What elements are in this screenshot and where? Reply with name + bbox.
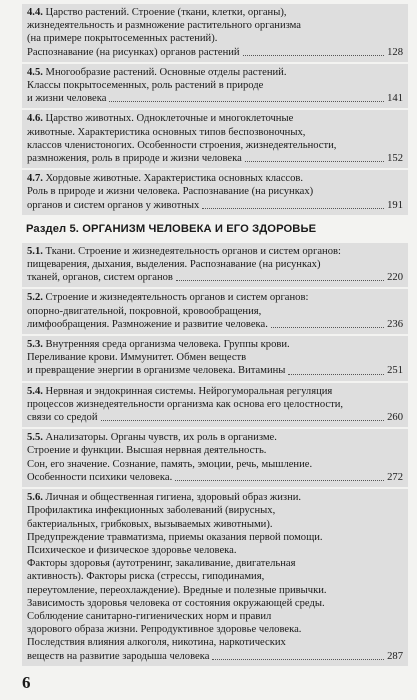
toc-entry-line: [27, 139, 403, 152]
toc-entry-line: [27, 431, 403, 444]
toc-entry-text: Ткани. Строение и жизнедеятельность органов и систем органов:: [45, 245, 341, 257]
toc-entry-text: тканей, органов, систем органов: [27, 272, 173, 284]
toc-entry-text: Роль в природе и жизни человека. Распознавание (на рисунках): [27, 186, 314, 198]
leader-dots: [109, 101, 384, 102]
toc-page-number: 141: [387, 93, 403, 105]
toc-entry-text: связи со средой: [27, 412, 98, 424]
toc-entry-last-line: [27, 46, 403, 59]
toc-entry: [22, 170, 408, 215]
leader-dots: [212, 659, 384, 660]
toc-entry-line: [27, 79, 403, 92]
toc-entry-line: [27, 258, 403, 271]
toc-entry-text: Психическое и физическое здоровье человека.: [27, 544, 237, 556]
toc-entry-text: и жизни человека: [27, 93, 107, 105]
toc-entry-line: [27, 305, 403, 318]
toc-entry-line: [27, 385, 403, 398]
toc-entry-text: Сон, его значение. Сознание, память, эмоции, речь, мышление.: [27, 458, 313, 470]
toc-entry-text: (на примере покрытосеменных растений).: [27, 33, 218, 45]
toc-entry-last-line: [27, 199, 403, 212]
toc-entry-text: Классы покрытосеменных, роль растений в природе: [27, 80, 264, 92]
toc-entry-last-line: [27, 471, 403, 484]
toc-entry-last-line: [27, 318, 403, 331]
toc-entry-last-line: [27, 364, 403, 377]
toc-entry-line: [27, 504, 403, 517]
toc-entry-number: 5.3.: [27, 339, 43, 351]
toc-entry-last-line: [27, 152, 403, 165]
toc-entry-text: органов и систем органов у животных: [27, 199, 200, 211]
toc-entry-line: [27, 623, 403, 636]
toc-entry-text: пищеварения, дыхания, выделения. Распознавание (на рисунках): [27, 259, 321, 271]
leader-dots: [176, 280, 384, 281]
toc-page-number: 272: [387, 471, 403, 483]
toc-entry-last-line: [27, 271, 403, 284]
leader-dots: [288, 374, 384, 375]
leader-dots: [101, 420, 385, 421]
toc-entry: [22, 383, 408, 428]
toc-page-number: 220: [387, 272, 403, 284]
toc-entry-text: Строение и функции. Высшая нервная деятельность.: [27, 445, 267, 457]
toc-entry-text: активность). Факторы риска (стрессы, гиподинамия,: [27, 571, 265, 583]
toc-entry-number: 4.5.: [27, 66, 43, 78]
toc-entry-line: [27, 610, 403, 623]
toc-entry-text: Соблюдение санитарно-гигиенических норм и правил: [27, 610, 272, 622]
toc-page-number: 260: [387, 412, 403, 424]
toc-entry: [22, 110, 408, 168]
toc-entry-line: [27, 112, 403, 125]
toc-entry-line: [27, 531, 403, 544]
toc-entry-text: веществ на развитие зародыша человека: [27, 650, 210, 662]
toc-entry-line: [27, 398, 403, 411]
toc-entry-number: 5.2.: [27, 292, 43, 304]
leader-dots: [243, 55, 385, 56]
toc-page-number: 152: [387, 153, 403, 165]
toc-entry-text: Внутренняя среда организма человека. Группы крови.: [45, 339, 290, 351]
toc-entry-text: здорового образа жизни. Репродуктивное здоровье человека.: [27, 624, 302, 636]
toc-entry-number: 5.6.: [27, 492, 43, 504]
toc-entry-number: 5.4.: [27, 385, 43, 397]
section-heading: Раздел 5. ОРГАНИЗМ ЧЕЛОВЕКА И ЕГО ЗДОРОВЬЕ: [26, 222, 317, 235]
toc-entry-text: классов членистоногих. Особенности строения, жизнедеятельности,: [27, 139, 337, 151]
toc-entries-section-4: [22, 4, 408, 215]
toc-entries-section-5: [22, 243, 408, 666]
toc-entry-text: Профилактика инфекционных заболеваний (вирусных,: [27, 505, 276, 517]
toc-entry-text: бактериальных, грибковых, вызываемых животными).: [27, 518, 273, 530]
toc-entry-number: 4.7.: [27, 173, 43, 185]
toc-page-number: 287: [387, 650, 403, 662]
toc-entry-text: Многообразие растений. Основные отделы растений.: [45, 66, 287, 78]
toc-entry-text: лимфообращения. Размножение и развитие человека.: [27, 318, 268, 330]
toc-entry-line: [27, 351, 403, 364]
toc-entry-text: процессов жизнедеятельности организма как основа его целостности,: [27, 398, 344, 410]
leader-dots: [245, 161, 384, 162]
toc-entry: [22, 64, 408, 109]
toc-page-number: 191: [387, 199, 403, 211]
toc-entry-text: размножения, роль в природе и жизни человека: [27, 153, 242, 165]
toc-entry-number: 5.1.: [27, 245, 43, 257]
toc-entry-last-line: [27, 650, 403, 663]
toc-entry-text: Переливание крови. Иммунитет. Обмен веществ: [27, 352, 247, 364]
toc-entry-line: [27, 66, 403, 79]
toc-entry-number: 4.6.: [27, 113, 43, 125]
toc-entry: [22, 429, 408, 487]
toc-entry-number: 5.5.: [27, 432, 43, 444]
toc-entry-number: 4.4.: [27, 7, 43, 18]
leader-dots: [175, 480, 384, 481]
toc-entry: [22, 336, 408, 381]
toc-entry-line: [27, 636, 403, 649]
toc-entry-line: [27, 19, 403, 32]
toc-entry-line: [27, 32, 403, 45]
toc-entry-line: [27, 185, 403, 198]
toc-entry-line: [27, 444, 403, 457]
toc-entry-last-line: [27, 411, 403, 424]
toc-entry-text: Царство животных. Одноклеточные и многоклеточные: [45, 113, 294, 125]
toc-entry-text: жизнедеятельность и размножение растительного организма: [27, 20, 301, 32]
toc-entry-line: [27, 584, 403, 597]
toc-entry-text: Особенности психики человека.: [27, 471, 173, 483]
toc-entry-line: [27, 6, 403, 19]
toc-page-number: 128: [387, 46, 403, 58]
leader-dots: [202, 208, 384, 209]
toc-entry-text: Последствия влияния алкоголя, никотина, наркотических: [27, 637, 286, 649]
toc-entry-line: [27, 518, 403, 531]
toc-entry-line: [27, 338, 403, 351]
table-of-contents: [22, 4, 408, 668]
toc-entry-text: Зависимость здоровья человека от состояния окружающей среды.: [27, 597, 325, 609]
toc-entry-last-line: [27, 92, 403, 105]
toc-entry: [22, 489, 408, 666]
toc-entry: [22, 243, 408, 288]
toc-entry-text: Распознавание (на рисунках) органов растений: [27, 46, 240, 58]
page-number: 6: [22, 673, 31, 692]
toc-entry: [22, 289, 408, 334]
toc-entry-text: животные. Характеристика основных типов беспозвоночных,: [27, 126, 306, 138]
toc-entry-text: Факторы здоровья (аутотренинг, закаливание, двигательная: [27, 558, 296, 570]
toc-entry-line: [27, 126, 403, 139]
toc-entry-text: переутомление, переохлаждение). Вредные и полезные привычки.: [27, 584, 327, 596]
leader-dots: [271, 327, 384, 328]
toc-entry-text: Хордовые животные. Характеристика основных классов.: [45, 173, 304, 185]
toc-entry-line: [27, 291, 403, 304]
toc-entry-text: Анализаторы. Органы чувств, их роль в организме.: [45, 432, 277, 444]
toc-entry-line: [27, 570, 403, 583]
toc-entry-line: [27, 557, 403, 570]
toc-entry-text: Нервная и эндокринная системы. Нейрогуморальная регуляция: [45, 385, 333, 397]
toc-entry-line: [27, 597, 403, 610]
toc-entry-text: Строение и жизнедеятельность органов и систем органов:: [45, 292, 309, 304]
toc-entry-line: [27, 172, 403, 185]
toc-page-number: 236: [387, 318, 403, 330]
toc-entry: [22, 4, 408, 62]
toc-entry-line: [27, 245, 403, 258]
toc-entry-text: Личная и общественная гигиена, здоровый образ жизни.: [45, 492, 302, 504]
toc-entry-text: опорно-двигательной, покровной, кровообращения,: [27, 305, 262, 317]
toc-entry-line: [27, 458, 403, 471]
toc-entry-text: Предупреждение травматизма, приемы оказания первой помощи.: [27, 531, 323, 543]
toc-entry-line: [27, 491, 403, 504]
toc-page-number: 251: [387, 365, 403, 377]
toc-entry-text: Царство растений. Строение (ткани, клетки, органы),: [45, 7, 287, 18]
toc-entry-text: и превращение энергии в организме человека. Витамины: [27, 365, 286, 377]
toc-entry-line: [27, 544, 403, 557]
